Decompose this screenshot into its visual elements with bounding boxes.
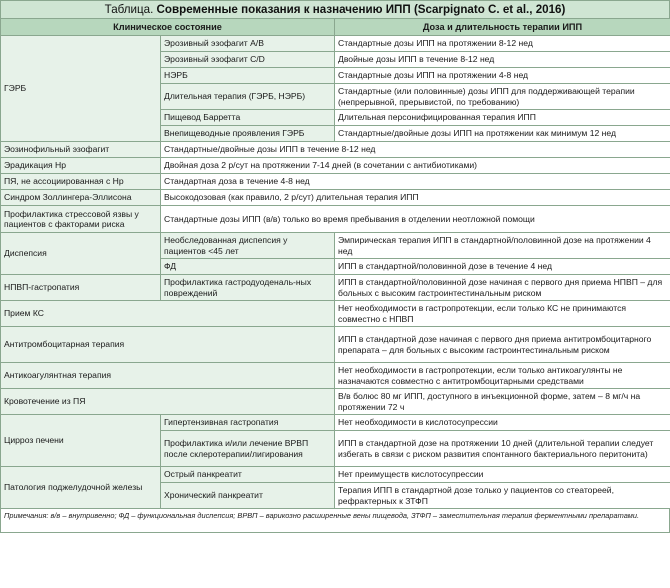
condition-cirrhosis: Цирроз печени	[1, 415, 161, 467]
condition-pancreas: Патология поджелудочной железы	[1, 467, 161, 509]
dose-cell: Нет преимуществ кислотосупрессии	[335, 467, 670, 483]
condition-stress: Профилактика стрессовой язвы у пациентов с факторами риска	[1, 206, 161, 233]
subcondition: Эрозивный эзофагит C/D	[161, 52, 335, 68]
condition-ulcer: ПЯ, не ассоциированная с Hp	[1, 174, 161, 190]
table-title-main: Современные показания к назначению ИПП (Scarpignato C. et al., 2016)	[156, 3, 566, 16]
dose-cell: Эмпирическая терапия ИПП в стандартной/половинной дозе на протяжении 4 нед	[335, 233, 670, 259]
indications-table	[0, 18, 670, 509]
dose-cell: Стандартные дозы ИПП на протяжении 8-12 нед	[335, 36, 670, 52]
table-row	[1, 142, 670, 158]
dose-cell: Стандартные (или половинные) дозы ИПП для поддерживающей терапии (непрерывной, прерывистой, по требованию)	[335, 84, 670, 110]
dose-cell: Двойная доза 2 р/сут на протяжении 7-14 дней (в сочетании с антибиотиками)	[161, 158, 670, 174]
dose-cell: Высокодозовая (как правило, 2 р/сут) длительная терапия ИПП	[161, 190, 670, 206]
header-dose: Доза и длительность терапии ИПП	[335, 19, 670, 36]
table-title-prefix: Таблица.	[104, 3, 157, 16]
header-row	[1, 19, 670, 36]
subcondition: Пищевод Барретта	[161, 110, 335, 126]
condition-nsaid: НПВП-гастропатия	[1, 275, 161, 301]
table-row	[1, 190, 670, 206]
subcondition: Профилактика и/или лечение ВРВП после склеротерапии/лигирования	[161, 431, 335, 467]
dose-cell: Стандартные/двойные дозы ИПП в течение 8-12 нед	[161, 142, 670, 158]
dose-cell: Нет необходимости в гастропротекции, если только антикоагулянты не назначаются совместно с антитромбоцитарными средствами	[335, 363, 670, 389]
dose-cell: ИПП в стандартной/половинной дозе начиная с первого дня приема НПВП – для больных с высоким гастроинтестинальным риском	[335, 275, 670, 301]
header-condition: Клиническое состояние	[1, 19, 335, 36]
table-row	[1, 174, 670, 190]
subcondition: Внепищеводные проявления ГЭРБ	[161, 126, 335, 142]
condition-hp: Эрадикация Hp	[1, 158, 161, 174]
condition-eoe: Эозинофильный эзофагит	[1, 142, 161, 158]
condition-dyspepsia: Диспепсия	[1, 233, 161, 275]
table-row	[1, 327, 670, 363]
subcondition: Эрозивный эзофагит А/B	[161, 36, 335, 52]
dose-cell: ИПП в стандартной дозе на протяжении 10 дней (длительной терапии следует избегать в связи с риском развития спонтанного бактериального перитонита)	[335, 431, 670, 467]
subcondition: Гипертензивная гастропатия	[161, 415, 335, 431]
table-row	[1, 206, 670, 233]
table-row	[1, 301, 670, 327]
condition-bleeding: Кровотечение из ПЯ	[1, 389, 335, 415]
condition-ze: Синдром Золлингера-Эллисона	[1, 190, 161, 206]
dose-cell: Нет необходимости в гастропротекции, если только КС не принимаются совместно с НПВП	[335, 301, 670, 327]
subcondition: ФД	[161, 259, 335, 275]
dose-cell: ИПП в стандартной дозе начиная с первого дня приема антитромбоцитарного препарата – для больных с высоким гастроинтестинальным риском	[335, 327, 670, 363]
subcondition: Острый панкреатит	[161, 467, 335, 483]
table-row	[1, 233, 670, 259]
dose-cell: Терапия ИПП в стандартной дозе только у пациентов со стеатореей, рефрактерных к ЗТФП	[335, 483, 670, 509]
dose-cell: ИПП в стандартной/половинной дозе в течение 4 нед	[335, 259, 670, 275]
dose-cell: Стандартные/двойные дозы ИПП на протяжении как минимум 12 нед	[335, 126, 670, 142]
condition-anticoag: Антикоагулянтная терапия	[1, 363, 335, 389]
dose-cell: Стандартная доза в течение 4-8 нед	[161, 174, 670, 190]
dose-cell: Двойные дозы ИПП в течение 8-12 нед	[335, 52, 670, 68]
condition-ks: Прием КС	[1, 301, 335, 327]
condition-gerb: ГЭРБ	[1, 36, 161, 142]
table-title	[0, 0, 670, 18]
table-row	[1, 275, 670, 301]
dose-cell: Стандартные дозы ИПП (в/в) только во время пребывания в отделении неотложной помощи	[161, 206, 670, 233]
table-row	[1, 467, 670, 483]
footnote: Примечания: в/в – внутривенно; ФД – функциональная диспепсия; ВРВП – варикозно расширенные вены пищевода, ЗТФП – заместительная терапия ферментными препаратами.	[0, 509, 670, 533]
subcondition: Хронический панкреатит	[161, 483, 335, 509]
dose-cell: В/в болюс 80 мг ИПП, доступного в инъекционной форме, затем – 8 мг/ч на протяжении 72 ч	[335, 389, 670, 415]
subcondition: Профилактика гастродуоденаль-ных повреждений	[161, 275, 335, 301]
table-row	[1, 363, 670, 389]
subcondition: Необследованная диспепсия у пациентов <45 лет	[161, 233, 335, 259]
dose-cell: Стандартные дозы ИПП на протяжении 4-8 нед	[335, 68, 670, 84]
condition-antiplatelet: Антитромбоцитарная терапия	[1, 327, 335, 363]
table-row	[1, 36, 670, 52]
table-row	[1, 158, 670, 174]
table-row	[1, 389, 670, 415]
dose-cell: Длительная персонифицированная терапия ИПП	[335, 110, 670, 126]
subcondition: НЭРБ	[161, 68, 335, 84]
dose-cell: Нет необходимости в кислотосупрессии	[335, 415, 670, 431]
table-row	[1, 415, 670, 431]
subcondition: Длительная терапия (ГЭРБ, НЭРБ)	[161, 84, 335, 110]
